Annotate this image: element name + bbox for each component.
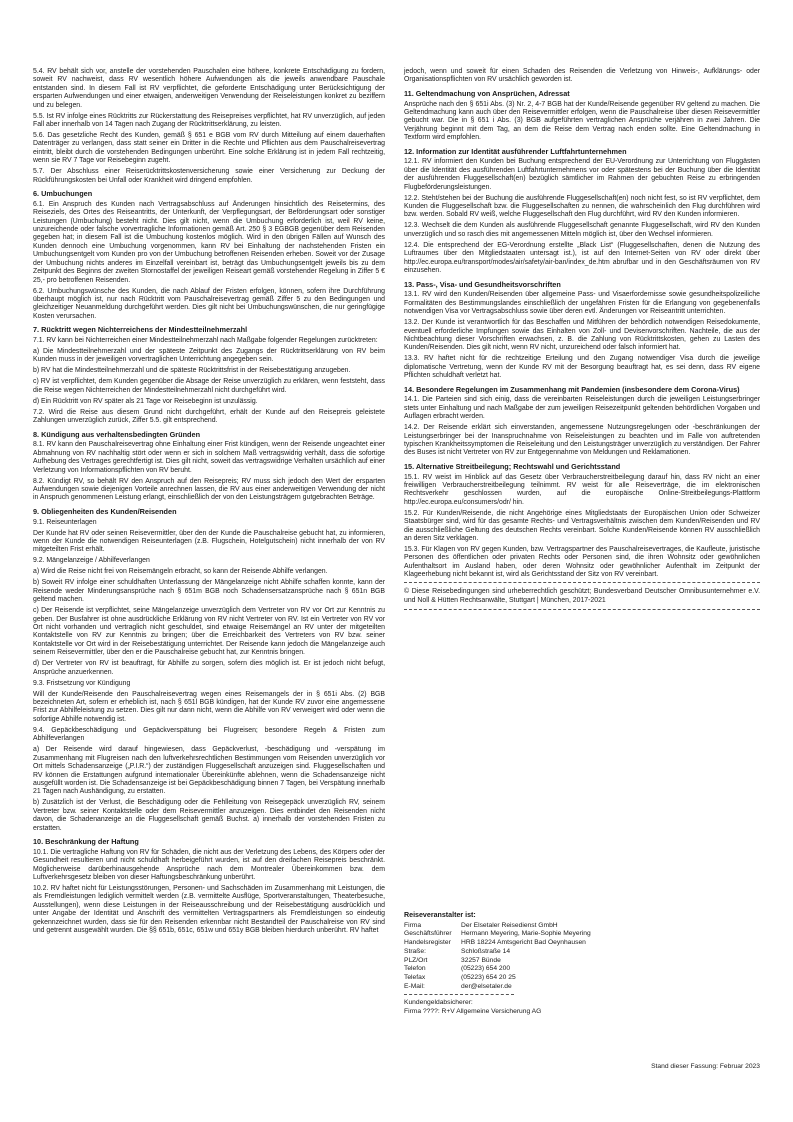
section-heading: 13. Pass-, Visa- und Gesundheitsvorschriften (404, 279, 561, 289)
section-heading: 11. Geltendmachung von Ansprüchen, Adressat (404, 88, 570, 98)
organizer-table (404, 922, 591, 992)
organizer-row (404, 948, 591, 957)
organizer-value: der@elsetaler.de (461, 982, 512, 990)
paragraph: a) Der Reisende wird darauf hingewiesen, dass Gepäckverlust, -beschädigung und -verspätung im Zusammenhang mit Flugreisen nach den luftverkehrsrechtlichen Bestimmungen vom Reisenden unverzüglich vor Ort mittels Schadensanzeige („P.I.R.“) der zuständigen Fluggesellschaft anzuzeigen sind. Fluggesellschaften und RV können die Erstattungen aufgrund internationaler Übereinkünfte ablehnen, wenn die Schadensanzeige nicht ausgefüllt worden ist. Die Schadensanzeige ist bei Gepäckbeschädigung binnen 7 Tagen, bei Verspätung innerhalb 21 Tagen nach Aushändigung, zu erstatten. (33, 746, 385, 796)
organizer-label: Straße: (404, 947, 426, 955)
organizer-title: Reiseveranstalter ist: (404, 911, 476, 919)
section-heading: 10. Beschränkung der Haftung (33, 836, 139, 846)
organizer-value: (05223) 654 20 25 (461, 973, 516, 981)
organizer-label: Telefon (404, 965, 426, 973)
paragraph: d) Der Vertreter von RV ist beauftragt, für Abhilfe zu sorgen, sofern dies möglich ist. Er ist jedoch nicht befugt, Ansprüche anzuerkennen. (33, 660, 385, 676)
insurer-block (404, 999, 760, 1016)
paragraph: 14.2. Der Reisende erklärt sich einverstanden, angemessene Nutzungsregelungen oder -beschränkungen der Leistungserbringer bei der Inanspruchnahme von Reiseleistungen zu beachten und im Falle von auftretenden typischen Krankheitssymptomen die Reiseleitung und den Leistungsträger unverzüglich zu verständigen. Der Fahrer des Buses ist nicht Vertreter von RV zur Entgegennahme von Meldungen und Reklamationen. (404, 424, 760, 457)
paragraph: b) RV hat die Mindestteilnehmerzahl und die späteste Rücktrittsfrist in der Reisebestätigung anzugeben. (33, 367, 351, 375)
organizer-label: Geschäftsführer (404, 930, 452, 938)
paragraph: 13.1. RV wird den Kunden/Reisenden über allgemeine Pass- und Visaerfordernisse sowie gesundheitspolizeiliche Formalitäten des Bestimmungslandes einschließlich der ungefähren Fristen für die Erlangung von gegebenenfalls notwendigen Visa vor Vertragsabschluss sowie über deren evtl. Änderungen vor Reiseantritt unterrichten. (404, 291, 760, 316)
paragraph: Will der Kunde/Reisende den Pauschalreisevertrag wegen eines Reisemangels der in § 651i Abs. (2) BGB bezeichneten Art, sofern er erheblich ist, nach § 651l BGB kündigen, hat der Kunde RV zuvor eine angemessene Frist zur Abhilfeleistung zu setzen. Dies gilt nur dann nicht, wenn die Abhilfe von RV verweigert wird oder wenn die sofortige Abhilfe notwendig ist. (33, 690, 385, 723)
paragraph: 9.2. Mängelanzeige / Abhilfeverlangen (33, 557, 150, 565)
copyright-notice: © Diese Reisebedingungen sind urheberrechtlich geschützt; Bundesverband Deutscher Omnibusunternehmer e.V. und Noll & Hütten Rechtsanwälte, Stuttgart | München, 2017-2021 (404, 582, 760, 605)
paragraph: 9.1. Reiseunterlagen (33, 518, 97, 526)
paragraph: jedoch, wenn und soweit für einen Schaden des Reisenden die Verletzung von Hinweis-, Aufklärungs- oder Organisationspflichten von RV ursächlich geworden ist. (404, 68, 760, 84)
insurer-label: Kundengeldabsicherer: (404, 999, 473, 1007)
paragraph: c) RV ist verpflichtet, dem Kunden gegenüber die Absage der Reise unverzüglich zu erklären, wenn feststeht, dass die Reise wegen Nichterreichen der Mindestteilnehmerzahl nicht durchgeführt wird. (33, 378, 385, 394)
version-date: Stand dieser Fassung: Februar 2023 (651, 1063, 760, 1070)
paragraph: Der Kunde hat RV oder seinen Reisevermittler, über den der Kunde die Pauschalreise gebucht hat, zu informieren, wenn der Kunde die notwendigen Reiseunterlagen (z.B. Flugschein, Hotelgutschein) nicht innerhalb der von RV mitgeteilten Frist erhält. (33, 529, 385, 554)
paragraph: 12.1. RV informiert den Kunden bei Buchung entsprechend der EU-Verordnung zur Unterrichtung von Fluggästen über die Identität des ausführenden Luftfahrtunternehmens vor oder spätestens bei der Buchung über die Identität der ausführenden Fluggesellschaft(en) bezüglich sämtlicher im Rahmen der gebuchten Reise zu erbringenden Flugbeförderungsleistungen. (404, 158, 760, 191)
organizer-value: Der Elsetaler Reisedienst GmbH (461, 921, 558, 929)
paragraph: Ansprüche nach den § 651i Abs. (3) Nr. 2, 4-7 BGB hat der Kunde/Reisende gegenüber RV geltend zu machen. Die Geltendmachung kann auch über den Reisevermittler erfolgen, wenn die Pauschalreise über diesen Reisevermittler gebucht war. Die in § 651 i Abs. (3) BGB aufgeführten vertraglichen Ansprüche verjähren in zwei Jahren. Die Verjährung beginnt mit dem Tag, an dem die Reise dem Vertrag nach enden sollte. Eine Geltendmachung in Textform wird empfohlen. (404, 100, 760, 142)
paragraph: d) Ein Rücktritt von RV später als 21 Tage vor Reisebeginn ist unzulässig. (33, 397, 258, 405)
paragraph: 14.1. Die Parteien sind sich einig, dass die vereinbarten Reiseleistungen durch die jeweiligen Leistungserbringer stets unter Einhaltung und nach Maßgabe der zum jeweiligen Reisezeitpunkt geltenden behördlichen Vorgaben und Auflagen erbracht werden. (404, 396, 760, 421)
terms-column-left (33, 68, 385, 938)
divider-line (404, 609, 760, 610)
paragraph: 9.3. Fristsetzung vor Kündigung (33, 679, 131, 687)
paragraph: 6.2. Umbuchungswünsche des Kunden, die nach Ablauf der Fristen erfolgen, können, sofern ihre Durchführung überhaupt möglich ist, nur nach Rücktritt vom Pauschalreisevertrag gemäß Ziffer 5 zu den Bedingungen und gleichzeitiger Neuanmeldung durchgeführt werden. Dies gilt nicht bei Umbuchungswünschen, die nur geringfügige Kosten verursachen. (33, 287, 385, 320)
paragraph: b) Zusätzlich ist der Verlust, die Beschädigung oder die Fehlleitung von Reisegepäck unverzüglich RV, seinem Vertreter bzw. seiner Kontaktstelle oder dem Reisevermittler anzuzeigen. Dies entbindet den Reisenden nicht davon, die Schadenanzeige an die Fluggesellschaft gemäß Buchst. a) innerhalb der vorstehenden Fristen zu erstatten. (33, 799, 385, 832)
organizer-value: (05223) 654 200 (461, 965, 511, 973)
divider-line (404, 994, 514, 995)
paragraph: 12.3. Wechselt die dem Kunden als ausführende Fluggesellschaft genannte Fluggesellschaft, wird RV den Kunden unverzüglich und so rasch dies mit angemessenen Mitteln möglich ist, über den Wechsel informieren. (404, 222, 760, 238)
paragraph: 5.4. RV behält sich vor, anstelle der vorstehenden Pauschalen eine höhere, konkrete Entschädigung zu fordern, soweit RV nachweist, dass RV wesentlich höhere Aufwendungen als die jeweils anwendbare Pauschale entstanden sind. In diesem Fall ist RV verpflichtet, die geforderte Entschädigung unter Berücksichtigung der ersparten Aufwendungen und einer etwaigen, anderweitigen Verwendung der Reiseleistungen konkret zu beziffern und zu belegen. (33, 68, 385, 109)
organizer-label: E-Mail: (404, 982, 425, 990)
paragraph: 5.7. Der Abschluss einer Reiserücktrittskostenversicherung sowie einer Versicherung zur Deckung der Rückführungskosten bei Unfall oder Krankheit wird dringend empfohlen. (33, 168, 385, 184)
terms-right-sections (404, 68, 760, 580)
organizer-block (404, 911, 760, 1017)
organizer-label: Telefax (404, 973, 426, 981)
paragraph: 8.1. RV kann den Pauschalreisevertrag ohne Einhaltung einer Frist kündigen, wenn der Reisende ungeachtet einer Abmahnung von RV nachhaltig stört oder wenn er sich in solchem Maß vertragswidrig verhält, dass die sofortige Aufhebung des Vertrages gerechtfertigt ist. Dies gilt nicht, soweit das vertragswidrige Verhalten ursächlich auf einer Verletzung von Informationspflichten von RV beruht. (33, 441, 385, 474)
organizer-label: Firma (404, 921, 422, 929)
paragraph: 5.6. Das gesetzliche Recht des Kunden, gemäß § 651 e BGB vom RV durch Mitteilung auf einem dauerhaften Datenträger zu verlangen, dass statt seiner ein Dritter in die Rechte und Pflichten aus dem Pauschalreisevertrag eintritt, bleibt durch die vorstehenden Bedingungen unberührt. Eine solche Erklärung ist in jedem Fall rechtzeitig, wenn sie RV 7 Tage vor Reisebeginn zugeht. (33, 132, 385, 165)
paragraph: a) Die Mindestteilnehmerzahl und der späteste Zeitpunkt des Zugangs der Rücktrittserklärung von RV beim Kunden muss in der jeweiligen vorvertraglichen Unterrichtung angegeben sein. (33, 347, 385, 364)
paragraph: 15.3. Für Klagen von RV gegen Kunden, bzw. Vertragspartner des Pauschalreisevertrages, die Kaufleute, juristische Personen des öffentlichen oder privaten Rechts oder Personen sind, die ihren Wohnsitz oder gewöhnlichen Aufenthaltsort im Ausland haben, oder deren Wohnsitz oder gewöhnlicher Aufenthalt im Zeitpunkt der Klageerhebung nicht bekannt ist, wird als Gerichtsstand der Sitz von RV vereinbart. (404, 546, 760, 579)
section-heading: 9. Obliegenheiten des Kunden/Reisenden (33, 506, 177, 516)
organizer-row (404, 939, 591, 948)
organizer-value: Schloßstraße 14 (461, 947, 511, 955)
paragraph: 12.4. Die entsprechend der EG-Verordnung erstellte „Black List“ (Fluggesellschaften, denen die Nutzung des Luftraumes über den Mitgliedstaaten untersagt ist.), ist auf den Internet-Seiten von RV oder direkt über http://ec.europa.eu/transport/modes/air/safety/air-ban/index_de.htm abrufbar und in den Geschäftsräumen von RV einzusehen. (404, 241, 760, 275)
insurer-value: Firma ????: R+V Allgemeine Versicherung AG (404, 1008, 542, 1016)
organizer-row (404, 922, 591, 931)
organizer-value: 32257 Bünde (461, 956, 501, 964)
paragraph: 15.1. RV weist im Hinblick auf das Gesetz über Verbraucherstreitbeilegung darauf hin, dass RV nicht an einer freiwilligen Verbraucherstreitbeilegung teilnimmt. RV weist für alle Reiseverträge, die im elektronischen Rechtsverkehr geschlossen wurden, auf die europäische Online-Streitbeilegungs-Plattform http://ec.europa.eu/consumers/odr/ hin. (404, 473, 760, 506)
section-heading: 6. Umbuchungen (33, 189, 93, 199)
section-heading: 14. Besondere Regelungen im Zusammenhang mit Pandemien (insbesondere dem Corona-Virus) (404, 384, 740, 394)
organizer-row (404, 965, 591, 974)
organizer-value: HRB 18224 Amtsgericht Bad Oeynhausen (461, 939, 586, 947)
organizer-row (404, 957, 591, 966)
paragraph: 5.5. Ist RV infolge eines Rücktritts zur Rückerstattung des Reisepreises verpflichtet, hat RV unverzüglich, auf jeden Fall aber innerhalb von 14 Tagen nach Zugang der Rücktrittserklärung, zu leisten. (33, 112, 385, 129)
paragraph: c) Der Reisende ist verpflichtet, seine Mängelanzeige unverzüglich dem Vertreter von RV vor Ort zur Kenntnis zu geben. Der Busfahrer ist ohne ausdrückliche Erklärung von RV nicht Vertreter von RV. Ist ein Vertreter von RV vor Ort nicht vorhanden und vertraglich nicht geschuldet, sind etwaige Reisemängel an RV unter der mitgeteilten Kontaktstelle von RV zur Kenntnis zu bringen; über die Erreichbarkeit des Vertreters von RV bzw. seiner Kontaktstelle vor Ort wird in der Reisebestätigung unterrichtet. Der Reisende kann jedoch die Mängelanzeige auch seinem Reisevermittler, über den er die Pauschalreise gebucht hat, zur Kenntnis bringen. (33, 607, 385, 657)
paragraph: 13.2. Der Kunde ist verantwortlich für das Beschaffen und Mitführen der behördlich notwendigen Reisedokumente, eventuell erforderliche Impfungen sowie das Einhalten von Zoll- und Devisenvorschriften. Nachteile, die aus der Nichtbeachtung dieser Vorschriften erwachsen, z. B. die Zahlung von Rücktrittskosten, gehen zu Lasten des Kunden/Reisenden. Dies gilt nicht, wenn RV nicht, unzureichend oder falsch informiert hat. (404, 319, 760, 352)
terms-column-right (404, 68, 760, 610)
organizer-label: PLZ/Ort (404, 956, 428, 964)
paragraph: 10.2. RV haftet nicht für Leistungsstörungen, Personen- und Sachschäden im Zusammenhang mit Leistungen, die als Fremdleistungen lediglich vermittelt werden (z.B. vermittelte Ausflüge, Sportveranstaltungen, Theaterbesuche, Ausstellungen), wenn diese Leistungen in der Reiseausschreibung und der Reisebestätigung ausdrücklich und unter Angabe der Identität und Anschrift des vermittelten Vertragspartners als Fremdleistungen so eindeutig gekennzeichnet wurden, dass sie für den Reisenden erkennbar nicht Bestandteil der Pauschalreise von RV sind und getrennt ausgewählt wurden. Die §§ 651b, 651c, 651w und 651y BGB bleiben hierdurch unberührt. RV haftet (33, 884, 385, 934)
organizer-row (404, 930, 591, 939)
paragraph: 7.2. Wird die Reise aus diesem Grund nicht durchgeführt, erhält der Kunde auf den Reisepreis geleistete Zahlungen unverzüglich zurück, Ziffer 5.5. gilt entsprechend. (33, 408, 385, 425)
paragraph: a) Wird die Reise nicht frei von Reisemängeln erbracht, so kann der Reisende Abhilfe verlangen. (33, 568, 328, 576)
paragraph: 15.2. Für Kunden/Reisende, die nicht Angehörige eines Mitgliedstaats der Europäischen Union oder Schweizer Staatsbürger sind, wird für das gesamte Rechts- und Vertragsverhältnis zwischen dem Kunden/Reisenden und RV die ausschließliche Geltung des deutschen Rechts vereinbart. Solche Kunden/Reisende können RV ausschließlich an deren Sitz verklagen. (404, 509, 760, 543)
organizer-value: Hermann Meyering, Marie-Sophie Meyering (461, 930, 591, 938)
paragraph: 9.4. Gepäckbeschädigung und Gepäckverspätung bei Flugreisen; besondere Regeln & Fristen zum Abhilfeverlangen (33, 726, 385, 743)
section-heading: 15. Alternative Streitbeilegung; Rechtswahl und Gerichtsstand (404, 461, 621, 471)
paragraph: 12.2. Steht/stehen bei der Buchung die ausführende Fluggesellschaft(en) noch nicht fest, so ist RV verpflichtet, dem Kunden die Fluggesellschaft bzw. die Fluggesellschaften zu nennen, die wahrscheinlich den Flug durchführen wird bzw. werden. Sobald RV weiß, welche Fluggesellschaft den Flug durchführt, wird RV den Kunden informieren. (404, 194, 760, 219)
paragraph: b) Soweit RV infolge einer schuldhaften Unterlassung der Mängelanzeige nicht Abhilfe schaffen konnte, kann der Reisende weder Minderungsansprüche nach § 651m BGB noch Schadensersatzansprüche nach § 651n BGB geltend machen. (33, 579, 385, 604)
paragraph: 10.1. Die vertragliche Haftung von RV für Schäden, die nicht aus der Verletzung des Lebens, des Körpers oder der Gesundheit resultieren und nicht schuldhaft herbeigeführt wurden, ist auf den dreifachen Reisepreis beschränkt. Möglicherweise darüberhinausgehende Ansprüche nach dem Montrealer Übereinkommen bzw. dem Luftverkehrsgesetz bleiben von dieser Haftungsbeschränkung unberührt. (33, 848, 385, 881)
organizer-row (404, 974, 591, 983)
section-heading: 8. Kündigung aus verhaltensbedingten Gründen (33, 429, 201, 439)
organizer-row (404, 983, 591, 992)
section-heading: 12. Information zur Identität ausführender Luftfahrtunternehmen (404, 146, 627, 156)
paragraph: 7.1. RV kann bei Nichterreichen einer Mindestteilnehmerzahl nach Maßgabe folgender Regelungen zurücktreten: (33, 336, 378, 344)
paragraph: 6.1. Ein Anspruch des Kunden nach Vertragsabschluss auf Änderungen hinsichtlich des Reisetermins, des Reiseziels, des Ortes des Reiseantritts, der Unterkunft, der Verpflegungsart, der Beförderungsart oder sonstiger Leistungen (Umbuchung) besteht nicht. Dies gilt nicht, wenn die Umbuchung erforderlich ist, weil RV keine, unzureichende oder falsche vorvertragliche Informationen gemäß Art. 250 § 3 EGBGB gegenüber dem Reisenden gegeben hat; in diesem Fall ist die Umbuchung kostenlos möglich. Wird in den übrigen Fällen auf Wunsch des Kunden dennoch eine Umbuchung vorgenommen, kann RV bei Einhaltung der nachstehenden Fristen ein Umbuchungsentgelt vom Kunden pro von der Umbuchung betroffenen Reisenden erheben. Soweit vor der Zusage der Umbuchung nichts anderes im Einzelfall vereinbart ist, beträgt das Umbuchungsentgelt jeweils bis zu dem Zeitpunkt des Beginns der zweiten Stornostaffel der jeweiligen Reiseart gemäß vorstehender Regelung in Ziffer 5 € 25,- pro betroffenen Reisenden. (33, 200, 385, 284)
paragraph: 13.3. RV haftet nicht für die rechtzeitige Erteilung und den Zugang notwendiger Visa durch die jeweilige diplomatische Vertretung, wenn der Kunde RV mit der Besorgung beauftragt hat, es sei denn, dass RV eigene Pflichten schuldhaft verletzt hat. (404, 355, 760, 380)
section-heading: 7. Rücktritt wegen Nichterreichens der Mindestteilnehmerzahl (33, 325, 248, 335)
organizer-label: Handelsregister (404, 939, 451, 947)
paragraph: 8.2. Kündigt RV, so behält RV den Anspruch auf den Reisepreis; RV muss sich jedoch den Wert der ersparten Aufwendungen sowie diejenigen Vorteile anrechnen lassen, die RV aus einer anderweitigen Verwendung der nicht in Anspruch genommenen Leistung erlangt, einschließlich der von den Leistungsträgern gutgebrachten Beträge. (33, 477, 385, 502)
